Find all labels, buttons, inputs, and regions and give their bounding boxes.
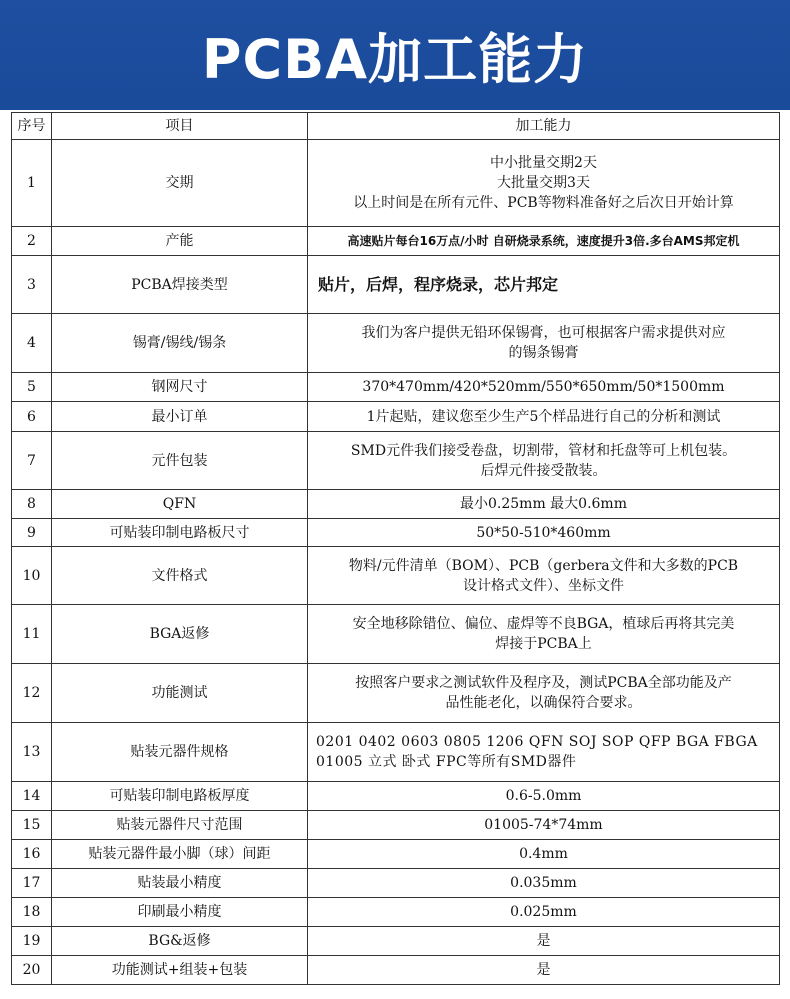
table-row bbox=[12, 811, 780, 840]
row-capability: 50*50-510*460mm bbox=[308, 519, 780, 547]
row-item: 贴装元器件尺寸范围 bbox=[52, 811, 308, 840]
row-capability: 370*470mm/420*520mm/550*650mm/50*1500mm bbox=[308, 373, 780, 402]
row-capability: 0.6-5.0mm bbox=[308, 782, 780, 811]
table-row bbox=[12, 547, 780, 605]
row-item: 锡膏/锡线/锡条 bbox=[52, 314, 308, 373]
row-number: 2 bbox=[12, 227, 52, 256]
row-number: 17 bbox=[12, 869, 52, 898]
row-number: 13 bbox=[12, 723, 52, 782]
table-row bbox=[12, 314, 780, 373]
row-capability: 贴片，后焊，程序烧录，芯片邦定 bbox=[308, 256, 780, 314]
row-item: PCBA焊接类型 bbox=[52, 256, 308, 314]
row-capability: 按照客户要求之测试软件及程序及，测试PCBA全部功能及产 品性能老化，以确保符合要求。 bbox=[308, 664, 780, 723]
row-item: 文件格式 bbox=[52, 547, 308, 605]
row-capability: 0.4mm bbox=[308, 840, 780, 869]
row-capability: 安全地移除错位、偏位、虚焊等不良BGA，植球后再将其完美 焊接于PCBA上 bbox=[308, 605, 780, 664]
row-capability: 0201 0402 0603 0805 1206 QFN SOJ SOP QFP BGA FBGA 01005 立式 卧式 FPC等所有SMD器件 bbox=[308, 723, 780, 782]
row-number: 10 bbox=[12, 547, 52, 605]
page-title: PCBA加工能力 bbox=[201, 27, 589, 91]
row-capability: 最小0.25mm 最大0.6mm bbox=[308, 490, 780, 519]
row-capability: 高速贴片每台16万点/小时 自研烧录系统，速度提升3倍.多台AMS邦定机 bbox=[308, 227, 780, 256]
row-number: 5 bbox=[12, 373, 52, 402]
row-number: 3 bbox=[12, 256, 52, 314]
table-row bbox=[12, 840, 780, 869]
table-row bbox=[12, 723, 780, 782]
row-capability: 是 bbox=[308, 956, 780, 985]
table-row bbox=[12, 927, 780, 956]
table-row bbox=[12, 782, 780, 811]
row-number: 1 bbox=[12, 140, 52, 227]
row-item: BG&返修 bbox=[52, 927, 308, 956]
row-capability: 0.035mm bbox=[308, 869, 780, 898]
table-row bbox=[12, 402, 780, 432]
row-number: 20 bbox=[12, 956, 52, 985]
table-row bbox=[12, 519, 780, 547]
row-capability: 1片起贴，建议您至少生产5个样品进行自己的分析和测试 bbox=[308, 402, 780, 432]
table-row bbox=[12, 490, 780, 519]
row-item: 元件包装 bbox=[52, 432, 308, 490]
row-number: 6 bbox=[12, 402, 52, 432]
row-number: 12 bbox=[12, 664, 52, 723]
row-capability: 中小批量交期2天 大批量交期3天 以上时间是在所有元件、PCB等物料准备好之后次日开始计算 bbox=[308, 140, 780, 227]
table-row bbox=[12, 664, 780, 723]
row-number: 14 bbox=[12, 782, 52, 811]
row-capability: 物料/元件清单（BOM）、PCB（gerbera文件和大多数的PCB 设计格式文件）、坐标文件 bbox=[308, 547, 780, 605]
table-row bbox=[12, 869, 780, 898]
row-item: 印刷最小精度 bbox=[52, 898, 308, 927]
table-row bbox=[12, 140, 780, 227]
row-number: 16 bbox=[12, 840, 52, 869]
column-header-item: 项目 bbox=[52, 113, 308, 140]
row-item: 功能测试+组装+包装 bbox=[52, 956, 308, 985]
table-row bbox=[12, 432, 780, 490]
row-capability: 01005-74*74mm bbox=[308, 811, 780, 840]
row-item: 可贴装印制电路板尺寸 bbox=[52, 519, 308, 547]
table-header-row bbox=[12, 113, 780, 140]
row-capability: 我们为客户提供无铅环保锡膏，也可根据客户需求提供对应 的锡条锡膏 bbox=[308, 314, 780, 373]
row-item: 钢网尺寸 bbox=[52, 373, 308, 402]
table-row bbox=[12, 956, 780, 985]
row-item: QFN bbox=[52, 490, 308, 519]
title-banner bbox=[0, 0, 790, 110]
row-number: 19 bbox=[12, 927, 52, 956]
row-item: 贴装元器件最小脚（球）间距 bbox=[52, 840, 308, 869]
column-header-no: 序号 bbox=[12, 113, 52, 140]
row-number: 11 bbox=[12, 605, 52, 664]
row-number: 15 bbox=[12, 811, 52, 840]
row-capability: 是 bbox=[308, 927, 780, 956]
row-item: 功能测试 bbox=[52, 664, 308, 723]
row-capability: SMD元件我们接受卷盘，切割带，管材和托盘等可上机包装。 后焊元件接受散装。 bbox=[308, 432, 780, 490]
row-number: 18 bbox=[12, 898, 52, 927]
table-row bbox=[12, 227, 780, 256]
column-header-capability: 加工能力 bbox=[308, 113, 780, 140]
table-row bbox=[12, 898, 780, 927]
row-item: 可贴装印制电路板厚度 bbox=[52, 782, 308, 811]
row-capability: 0.025mm bbox=[308, 898, 780, 927]
row-number: 8 bbox=[12, 490, 52, 519]
row-number: 9 bbox=[12, 519, 52, 547]
capability-table bbox=[11, 112, 780, 985]
row-item: 产能 bbox=[52, 227, 308, 256]
row-item: 最小订单 bbox=[52, 402, 308, 432]
table-row bbox=[12, 256, 780, 314]
table-row bbox=[12, 373, 780, 402]
row-item: 交期 bbox=[52, 140, 308, 227]
row-number: 4 bbox=[12, 314, 52, 373]
table-row bbox=[12, 605, 780, 664]
row-number: 7 bbox=[12, 432, 52, 490]
row-item: 贴装元器件规格 bbox=[52, 723, 308, 782]
row-item: 贴装最小精度 bbox=[52, 869, 308, 898]
row-item: BGA返修 bbox=[52, 605, 308, 664]
